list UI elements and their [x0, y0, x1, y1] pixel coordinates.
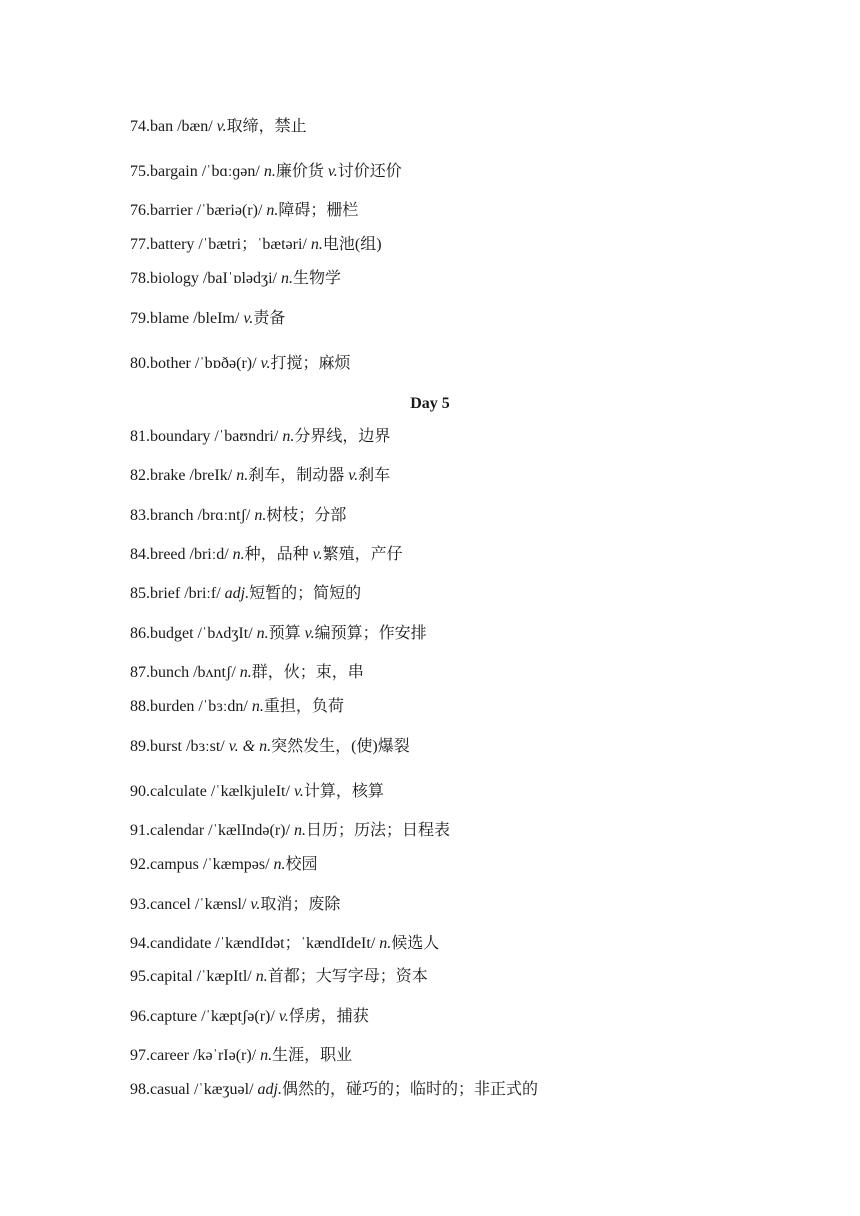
entry-definition: 首都；大写字母；资本: [267, 968, 428, 985]
entry-headword: 92.campus /ˈkæmpəs/: [130, 856, 274, 873]
vocab-entry-86: [130, 624, 427, 644]
entry-definition: 突然发生，(使)爆裂: [271, 738, 410, 755]
vocab-entry-93: [130, 895, 340, 915]
entry-headword: 85.brief /briːf/: [130, 585, 225, 602]
entry-definition: 候选人: [391, 935, 440, 952]
entry-part-of-speech: n.: [293, 822, 306, 839]
entry-definition: 种，品种: [244, 546, 313, 563]
entry-definition: 取缔，禁止: [226, 118, 307, 135]
vocab-entry-78: [130, 269, 341, 289]
entry-definition: 取消；废除: [260, 896, 341, 913]
entry-part-of-speech: v.: [260, 355, 271, 372]
entry-definition: 生涯，职业: [272, 1047, 353, 1064]
vocab-entry-76: [130, 201, 358, 221]
vocab-entry-96: [130, 1007, 369, 1027]
vocab-entry-88: [130, 697, 344, 717]
entry-definition-2: 刹车: [358, 467, 391, 484]
entry-part-of-speech: v. & n.: [228, 738, 272, 755]
entry-headword: 96.capture /ˈkæptʃə(r)/: [130, 1008, 279, 1025]
vocab-entry-87: [130, 663, 364, 683]
entry-part-of-speech: n.: [266, 202, 279, 219]
entry-definition-2: 编预算；作安排: [314, 625, 427, 642]
entry-part-of-speech-2: v.: [312, 546, 323, 563]
entry-part-of-speech: n.: [256, 625, 269, 642]
entry-part-of-speech-2: v.: [348, 467, 359, 484]
entry-headword: 83.branch /brɑːntʃ/: [130, 507, 255, 524]
entry-part-of-speech: n.: [251, 698, 264, 715]
entry-headword: 95.capital /ˈkæpItl/: [130, 968, 256, 985]
entry-definition: 障碍；栅栏: [278, 202, 359, 219]
entry-part-of-speech: v.: [250, 896, 261, 913]
entry-headword: 94.candidate /ˈkændIdət；ˈkændIdeIt/: [130, 935, 380, 952]
entry-part-of-speech: n.: [263, 163, 276, 180]
entry-definition: 群，伙；束，串: [251, 664, 364, 681]
entry-part-of-speech: n.: [260, 1047, 273, 1064]
vocab-entry-95: [130, 967, 428, 987]
entry-part-of-speech: n.: [273, 856, 286, 873]
entry-headword: 79.blame /bleIm/: [130, 310, 244, 327]
vocab-entry-81: [130, 427, 390, 447]
entry-headword: 87.bunch /bʌntʃ/: [130, 664, 240, 681]
vocab-entry-80: [130, 354, 350, 374]
vocab-entry-79: [130, 309, 285, 329]
vocab-entry-85: [130, 584, 361, 604]
entry-part-of-speech-2: v.: [304, 625, 315, 642]
entry-part-of-speech: v.: [293, 783, 304, 800]
vocab-entry-98: [130, 1080, 538, 1100]
entry-definition: 分界线，边界: [294, 428, 391, 445]
entry-part-of-speech: n.: [282, 428, 295, 445]
entry-headword: 97.career /kəˈrIə(r)/: [130, 1047, 261, 1064]
entry-headword: 93.cancel /ˈkænsl/: [130, 896, 251, 913]
entry-definition: 预算: [268, 625, 305, 642]
entry-headword: 90.calculate /ˈkælkjuleIt/: [130, 783, 294, 800]
entry-headword: 88.burden /ˈbɜːdn/: [130, 698, 252, 715]
vocab-entry-92: [130, 855, 318, 875]
vocab-entry-91: [130, 821, 450, 841]
entry-headword: 98.casual /ˈkæʒuəl/: [130, 1081, 258, 1098]
vocab-entry-82: [130, 466, 390, 486]
entry-part-of-speech: n.: [310, 236, 323, 253]
entry-part-of-speech: n.: [254, 507, 267, 524]
entry-definition: 责备: [253, 310, 286, 327]
entry-definition-2: 讨价还价: [337, 163, 402, 180]
vocab-entry-74: [130, 117, 307, 137]
entry-part-of-speech: adj.: [224, 585, 250, 602]
vocab-entry-89: [130, 737, 410, 757]
vocab-entry-94: [130, 934, 439, 954]
entry-headword: 75.bargain /ˈbɑːɡən/: [130, 163, 264, 180]
entry-definition: 计算，核算: [303, 783, 384, 800]
entry-part-of-speech: n.: [255, 968, 268, 985]
vocab-entry-75: [130, 162, 402, 182]
entry-part-of-speech: v.: [216, 118, 227, 135]
entry-part-of-speech: v.: [278, 1008, 289, 1025]
entry-part-of-speech: n.: [232, 546, 245, 563]
entry-part-of-speech: n.: [379, 935, 392, 952]
entry-headword: 81.boundary /ˈbaʊndri/: [130, 428, 283, 445]
entry-definition: 树枝；分部: [266, 507, 347, 524]
vocab-entry-77: [130, 235, 382, 255]
entry-definition: 刹车，制动器: [248, 467, 349, 484]
entry-part-of-speech: adj.: [257, 1081, 282, 1098]
entry-headword: 82.brake /breIk/: [130, 467, 237, 484]
entry-definition: 打搅；麻烦: [270, 355, 351, 372]
entry-part-of-speech-2: v.: [327, 163, 338, 180]
entry-definition: 偶然的，碰巧的；临时的；非正式的: [281, 1081, 538, 1098]
entry-definition: 重担，负荷: [263, 698, 344, 715]
entry-headword: 76.barrier /ˈbæriə(r)/: [130, 202, 267, 219]
entry-definition-2: 繁殖，产仔: [322, 546, 403, 563]
vocab-entry-84: [130, 545, 403, 565]
vocab-entry-90: [130, 782, 384, 802]
entry-definition: 日历；历法；日程表: [305, 822, 450, 839]
entry-headword: 78.biology /baIˈɒlədʒi/: [130, 270, 281, 287]
day-heading: Day 5: [410, 395, 450, 412]
entry-part-of-speech: v.: [243, 310, 254, 327]
entry-headword: 89.burst /bɜːst/: [130, 738, 229, 755]
vocab-entry-83: [130, 506, 346, 526]
entry-part-of-speech: n.: [236, 467, 249, 484]
entry-headword: 80.bother /ˈbɒðə(r)/: [130, 355, 261, 372]
entry-headword: 84.breed /briːd/: [130, 546, 233, 563]
entry-definition: 俘虏，捕获: [288, 1008, 369, 1025]
entry-definition: 生物学: [293, 270, 342, 287]
entry-headword: 77.battery /ˈbætri；ˈbætəri/: [130, 236, 311, 253]
entry-headword: 86.budget /ˈbʌdʒIt/: [130, 625, 257, 642]
entry-definition: 电池(组): [322, 236, 382, 253]
entry-part-of-speech: n.: [281, 270, 293, 287]
entry-part-of-speech: n.: [239, 664, 252, 681]
entry-definition: 廉价货: [275, 163, 328, 180]
entry-headword: 91.calendar /ˈkælIndə(r)/: [130, 822, 294, 839]
entry-definition: 短暂的；简短的: [249, 585, 362, 602]
entry-definition: 校园: [285, 856, 318, 873]
vocab-entry-97: [130, 1046, 352, 1066]
entry-headword: 74.ban /bæn/: [130, 118, 217, 135]
